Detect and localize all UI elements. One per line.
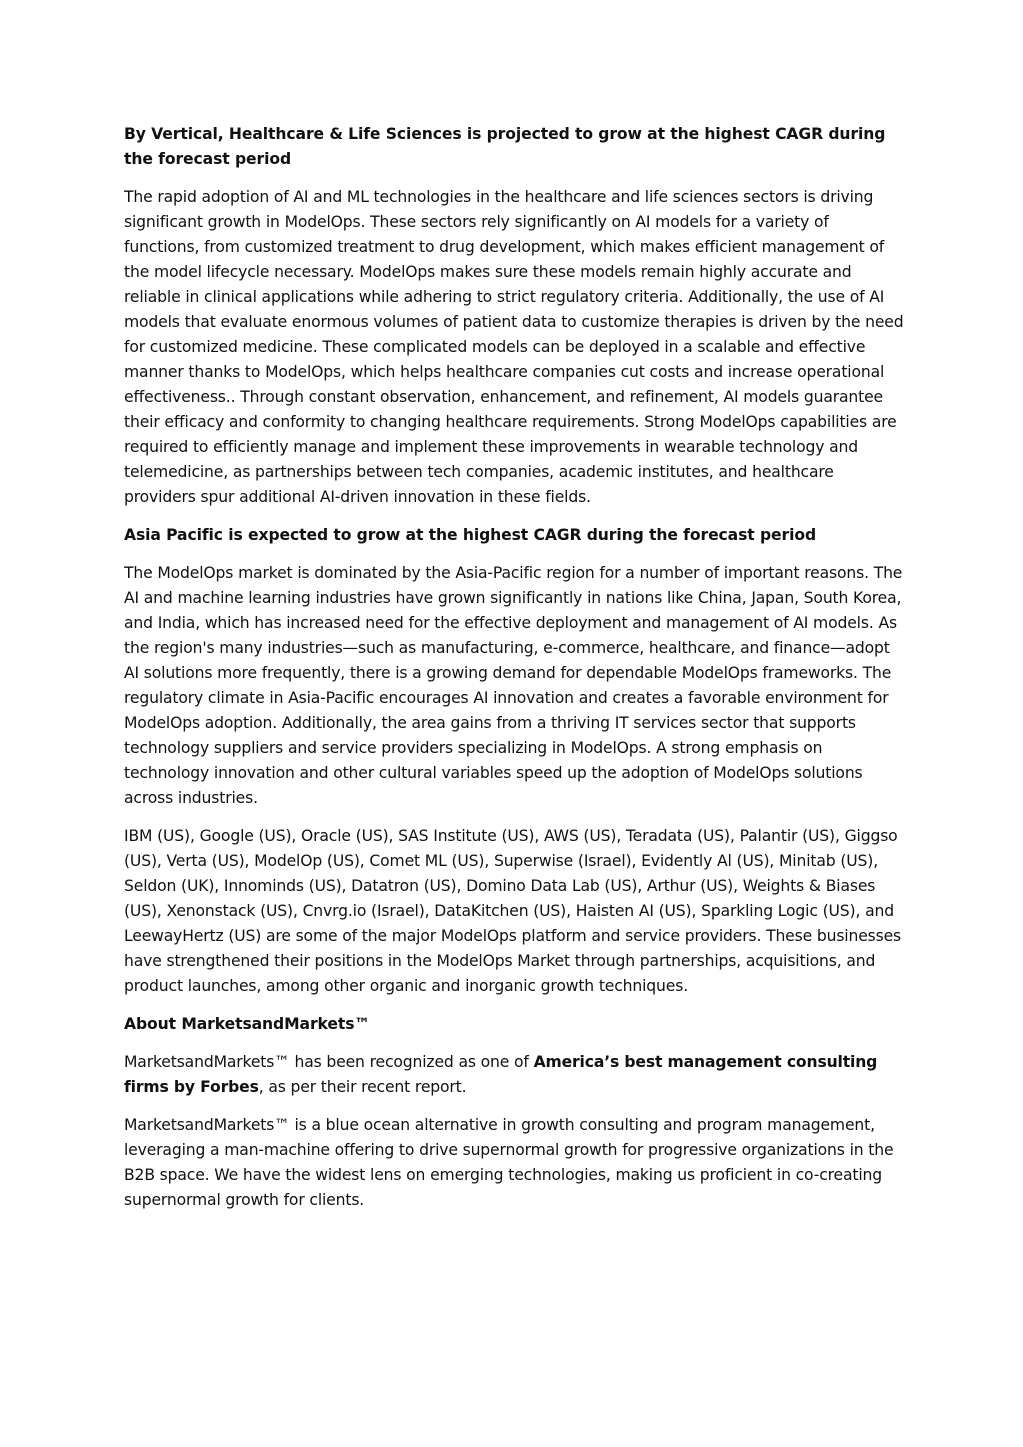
key-players-paragraph: IBM (US), Google (US), Oracle (US), SAS Institute (US), AWS (US), Teradata (US), Palantir (US), Giggso (US), Verta (US), ModelOp (US), Comet ML (US), Superwise (Israel), Evidently Al (US), Minitab (US), Seldon (UK), Innominds (US), Datatron (US), Domino Data Lab (US), Arthur (US), Weights & Biases (US), Xenonstack (US), Cnvrg.io (Israel), DataKitchen (US), Haisten AI (US), Sparkling Logic (US), and LeewayHertz (US) are some of the major ModelOps platform and service providers. These businesses have strengthened their positions in the ModelOps Market through partnerships, acquisitions, and product launches, among other organic and inorganic growth techniques. [124, 827, 902, 995]
recognition-suffix: , as per their recent report. [258, 1078, 467, 1096]
document-page [124, 122, 906, 1226]
asia-pacific-heading: Asia Pacific is expected to grow at the highest CAGR during the forecast period [124, 526, 817, 544]
healthcare-paragraph: The rapid adoption of AI and ML technologies in the healthcare and life sciences sectors is driving significant growth in ModelOps. These sectors rely significantly on AI models for a variety of functions, from customized treatment to drug development, which makes efficient management of the model lifecycle necessary. ModelOps makes sure these models remain highly accurate and reliable in clinical applications while adhering to strict regulatory criteria. Additionally, the use of AI models that evaluate enormous volumes of patient data to customize therapies is driven by the need for customized medicine. These complicated models can be deployed in a scalable and effective manner thanks to ModelOps, which helps healthcare companies cut costs and increase operational effectiveness.. Through constant observation, enhancement, and refinement, AI models guarantee their efficacy and conformity to changing healthcare requirements. Strong ModelOps capabilities are required to efficiently manage and implement these improvements in wearable technology and telemedicine, as partnerships between tech companies, academic institutes, and healthcare providers spur additional AI-driven innovation in these fields. [124, 188, 904, 506]
asia-pacific-paragraph: The ModelOps market is dominated by the Asia-Pacific region for a number of important reasons. The AI and machine learning industries have grown significantly in nations like China, Japan, South Korea, and India, which has increased need for the effective deployment and management of AI models. As the region's many industries—such as manufacturing, e-commerce, healthcare, and finance—adopt AI solutions more frequently, there is a growing demand for dependable ModelOps frameworks. The regulatory climate in Asia-Pacific encourages AI innovation and creates a favorable environment for ModelOps adoption. Additionally, the area gains from a thriving IT services sector that supports technology suppliers and service providers specializing in ModelOps. A strong emphasis on technology innovation and other cultural variables speed up the adoption of ModelOps solutions across industries. [124, 564, 903, 807]
recognition-bold: America’s best management consulting firms by Forbes [124, 1053, 878, 1096]
recognition-paragraph [124, 1050, 906, 1100]
healthcare-heading: By Vertical, Healthcare & Life Sciences is projected to grow at the highest CAGR during the forecast period [124, 125, 886, 168]
about-heading: About MarketsandMarkets™ [124, 1015, 370, 1033]
recognition-prefix: MarketsandMarkets™ has been recognized as one of [124, 1053, 534, 1071]
about-description-paragraph: MarketsandMarkets™ is a blue ocean alternative in growth consulting and program management, leveraging a man-machine offering to drive supernormal growth for progressive organizations in the B2B space. We have the widest lens on emerging technologies, making us proficient in co-creating supernormal growth for clients. [124, 1116, 894, 1209]
